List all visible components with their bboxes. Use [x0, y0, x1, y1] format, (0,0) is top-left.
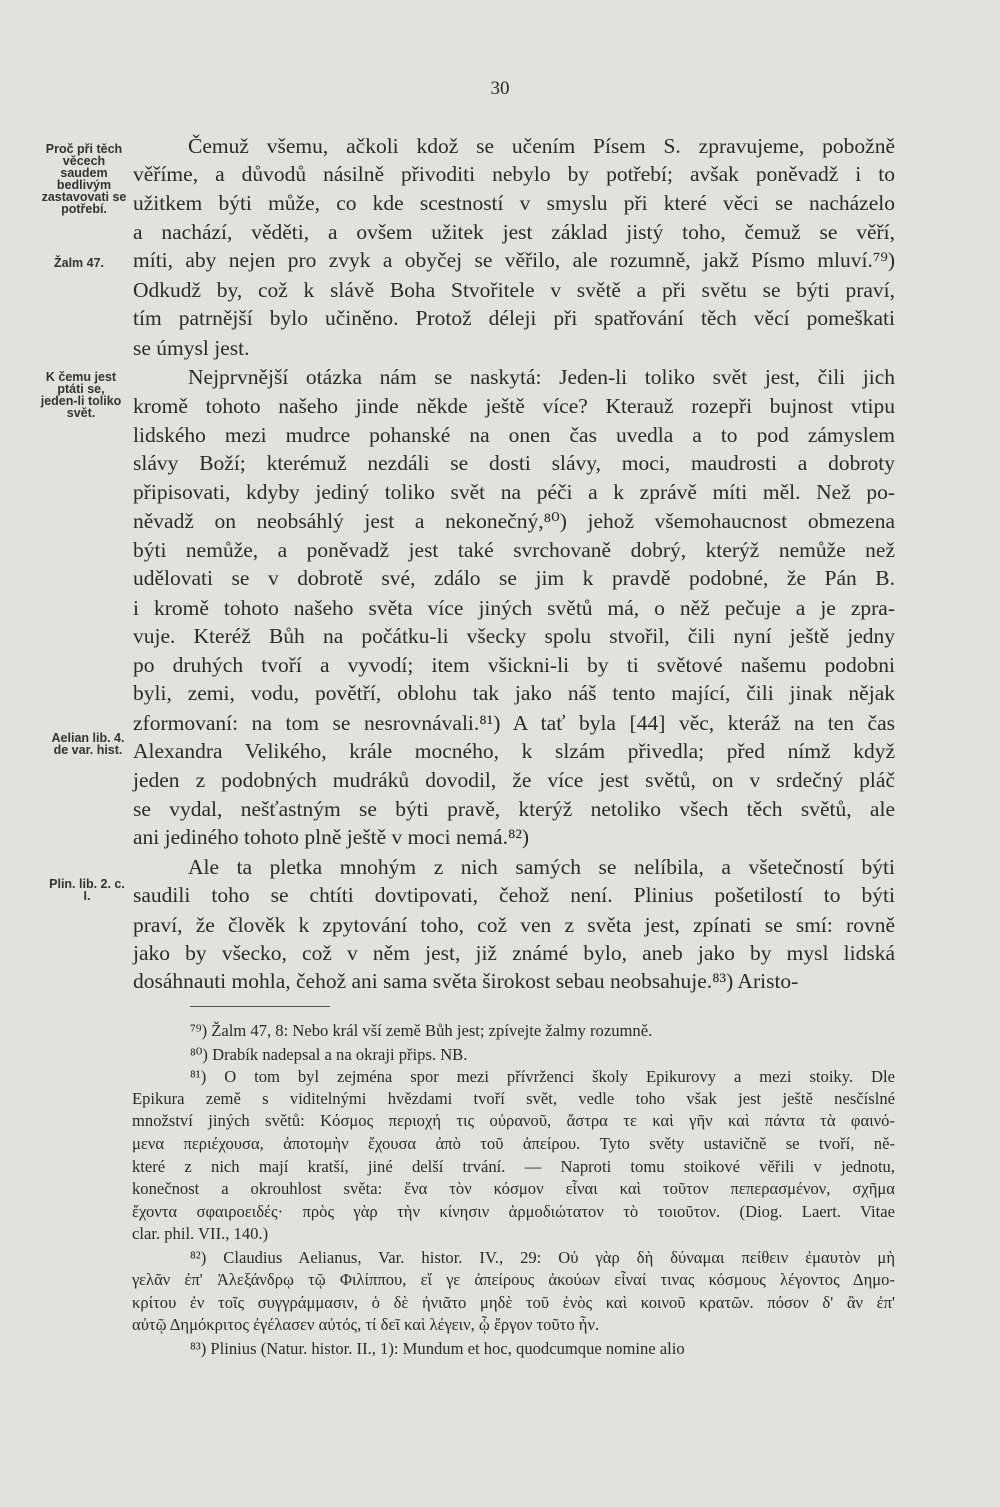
footnote-line: množství jiných světů: Κόσμος περιοχή τις οὐρανοῦ, ἄστρα τε καὶ γῆν καὶ πάντα τὰ φαινό-	[132, 1111, 895, 1130]
body-line: vuje. Kteréž Bůh na počátku-li všecky spolu stvořil, čili nyní ještě jedny	[133, 624, 895, 648]
footnote-line: Epikura země s viditelnými hvězdami tvoří svět, vedle toho však jest ještě nesčíslné	[132, 1089, 895, 1108]
body-line: kromě tohoto našeho jinde někde ještě více? Kterauž rozepři bujnost vtipu	[133, 394, 895, 418]
footnote-line: ⁸⁰) Drabík nadepsal a na okraji přips. NB.	[190, 1045, 468, 1064]
body-line: užitkem býti může, co kde scestností v smyslu při které věci se nacházelo	[133, 191, 895, 215]
body-line: tím patrnější bylo učiněno. Protož déleji při spatřování těch věcí pomeškati	[133, 306, 895, 330]
body-line: dosáhnauti mohla, čehož ani sama světa širokost sebau neobsahuje.⁸³) Aristo-	[133, 969, 799, 993]
body-line: Čemuž všemu, ačkoli kdož se učením Písem S. zpravujeme, pobožně	[188, 134, 895, 158]
footnote-line: ⁸¹) O tom byl zejména spor mezi přívrženci školy Epikurovy a mezi stoiky. Dle	[190, 1067, 895, 1086]
margin-note: Žalm 47.	[53, 256, 105, 270]
footnote-line: αὐτῷ Δημόκριτος ἐγέλασεν αὐτός, τί δεῖ καὶ λέγειν, ᾧ ἔργον τοῦτο ἦν.	[132, 1315, 600, 1334]
footnote-line: konečnost a okrouhlost světa: ἕνα τὸν κόσμον εἶναι καὶ τοῦτον πεπερασμένον, σχῆμα	[132, 1179, 895, 1198]
margin-note: Aelian lib. 4. de var. hist.	[51, 731, 125, 757]
body-line: Alexandra Velikého, krále mocného, k slzám přivedla; před nímž když	[133, 739, 895, 763]
body-line: něvadž on neobsáhlý jest a nekonečný,⁸⁰) jehož všemohaucnost obmezena	[133, 509, 895, 533]
body-line: jeden z podobných mudráků dovodil, že více jest světů, on v srdečný pláč	[133, 768, 895, 792]
footnote-line: ⁸³) Plinius (Natur. histor. II., 1): Mundum et hoc, quodcumque nomine alio	[190, 1339, 685, 1358]
footnote-line: μενα περιέχουσα, ἀποτομὴν ἔχουσα ἀπὸ τοῦ ἀπείρου. Tyto světy ustavičně se tvoří, ně-	[132, 1134, 895, 1153]
footnote-line: ἔχοντα σφαιροειδές· πρὸς γὰρ τὴν κίνησιν ἁρμοδιώτατον τὸ τοιοῦτον. (Diog. Laert. Vitae	[132, 1202, 895, 1221]
footnote-rule	[190, 1006, 330, 1007]
body-line: se úmysl jest.	[133, 336, 250, 360]
body-line: lidského mezi mudrce pohanské na onen čas uvedla a to pod zámyslem	[133, 423, 895, 447]
body-line: býti nemůže, a poněvadž jest také svrchovaně dobrý, kterýž nemůže než	[133, 538, 895, 562]
body-line: po druhých tvoří a vyvodí; item všickni-li by ti světové našemu podobni	[133, 653, 895, 677]
footnote-line: γελᾶν ἐπ' Ἀλεξάνδρῳ τῷ Φιλίππου, εἴ γε ἀπείρους ἀκούων εἶναί τινας κόσμους λέγοντος Δημο-	[132, 1270, 895, 1289]
body-line: se vydal, nešťastným se býti pravě, kterýž netoliko všech těch světů, ale	[133, 797, 895, 821]
margin-note: K čemu jest ptáti se, jeden-li toliko svět.	[40, 370, 122, 420]
body-line: zformovaní: na tom se nesrovnávali.⁸¹) A tať byla [44] věc, kteráž na ten čas	[133, 711, 895, 735]
footnote-line: ⁷⁹) Žalm 47, 8: Nebo král vší země Bůh jest; zpívejte žalmy rozumně.	[190, 1021, 653, 1040]
footnote-line: ⁸²) Claudius Aelianus, Var. histor. IV., 29: Οὐ γὰρ δὴ δύναμαι πείθειν ἐμαυτὸν μὴ	[190, 1248, 895, 1267]
body-line: Odkudž by, což k slávě Boha Stvořitele v světě a při světu se býti praví,	[133, 278, 895, 302]
body-line: míti, aby nejen pro zvyk a obyčej se věřilo, ale rozumně, jakž Písmo mluví.⁷⁹)	[133, 248, 895, 272]
body-line: věříme, a důvodů násilně přivoditi nebylo by potřebí; avšak poněvadž i to	[133, 162, 895, 186]
body-line: saudili toho se chtíti dovtipovati, čehož není. Plinius pošetilostí to býti	[133, 883, 895, 907]
margin-note: Proč při těch věcech saudem bedlivým zastavovati se potřebí.	[41, 142, 127, 216]
footnote-line: clar. phil. VII., 140.)	[132, 1224, 269, 1243]
body-line: udělovati se v dobrotě své, zdálo se jim k pravdě podobné, že Pán B.	[133, 566, 895, 590]
body-line: slávy Boží; kterémuž nezdáli se dosti slávy, moci, maudrosti a dobroty	[133, 451, 895, 475]
body-line: i kromě tohoto našeho světa více jiných světů má, o něž pečuje a je zpra-	[133, 596, 895, 620]
body-line: a nachází, věděti, a ovšem užitek jest základ jistý toho, čemuž se věří,	[133, 220, 895, 244]
body-line: Nejprvnější otázka nám se naskytá: Jeden-li toliko svět jest, čili jich	[188, 365, 895, 389]
body-line: Ale ta pletka mnohým z nich samých se nelíbila, a všetečností býti	[188, 855, 895, 879]
footnote-line: které z nich mají kratší, jiné delší trvání. — Naproti tomu stoikové věřili v jednotu,	[132, 1157, 895, 1176]
body-line: byli, zemi, vodu, povětří, oblohu tak jako náš tento mající, čili jinak nějak	[133, 681, 895, 705]
body-line: ani jediného tohoto plně ještě v moci nemá.⁸²)	[133, 825, 530, 849]
body-line: praví, že člověk k zpytování toho, což ven z světa jest, zpínati se smí: rovně	[133, 913, 895, 937]
footnote-line: κρίτου ἐν τοῖς συγγράμμασιν, ὁ δὲ ἠνιᾶτο μηδὲ τοῦ ἑνὸς καὶ κοινοῦ κρατῶν. πόσον δ' ἂν ἐπ'	[132, 1293, 895, 1312]
body-line: jako by všecko, což v něm jest, již známé bylo, aneb jako by mysl lidská	[133, 941, 895, 965]
body-line: připisovati, kdyby jediný toliko svět na péči a k zprávě míti měl. Než po-	[133, 480, 895, 504]
page-number: 30	[490, 78, 510, 99]
margin-note: Plin. lib. 2. c. I.	[49, 877, 125, 903]
